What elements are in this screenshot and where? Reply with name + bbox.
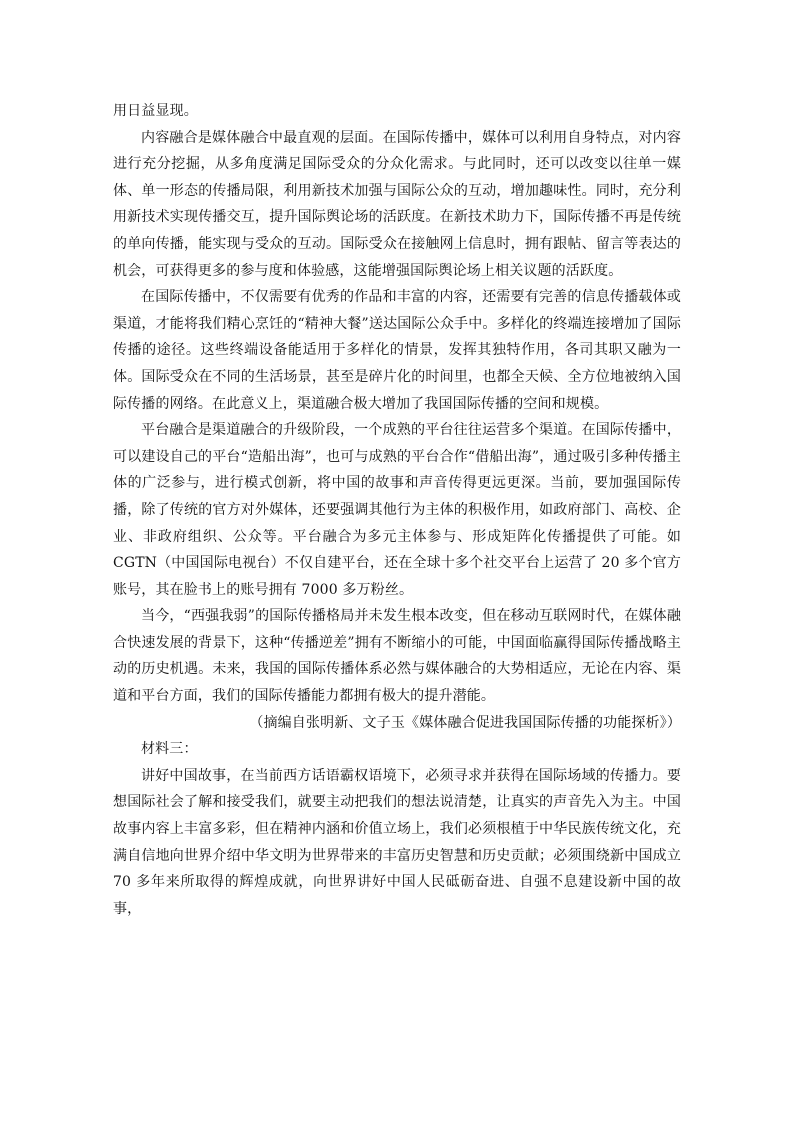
paragraph-content-fusion: 内容融合是媒体融合中最直观的层面。在国际传播中，媒体可以利用自身特点，对内容进行充分挖掘，从多角度满足国际受众的分众化需求。与此同时，还可以改变以往单一媒体、单一形态的传播局限，利用新技术加强与国际公众的互动，增加趣味性。同时，充分利用新技术实现传播交互，提升国际舆论场的活跃度。在新技术助力下，国际传播不再是传统的单向传播，能实现与受众的互动。国际受众在接触网上信息时，拥有跟帖、留言等表达的机会，可获得更多的参与度和体验感，这能增强国际舆论场上相关议题的活跃度。 xyxy=(113,129,681,279)
paragraph-continuation: 用日益显现。 xyxy=(113,103,198,119)
paragraph-channel-fusion: 在国际传播中，不仅需要有优秀的作品和丰富的内容，还需要有完善的信息传播载体或渠道，才能将我们精心烹饪的“精神大餐”送达国际公众手中。多样化的终端连接增加了国际传播的途径。这些终端设备能适用于多样化的情景，发挥其独特作用，各司其职又融为一体。国际受众在不同的生活场景，甚至是碎片化的时间里，也都全天候、全方位地被纳入国际传播的网络。在此意义上，渠道融合极大增加了我国国际传播的空间和规模。 xyxy=(113,289,681,412)
source-citation: （摘编自张明新、文子玉《媒体融合促进我国国际传播的功能探析》） xyxy=(249,714,681,731)
paragraph-conclusion: 当今，“西强我弱”的国际传播格局并未发生根本改变，但在移动互联网时代，在媒体融合快速发展的背景下，这种“传播逆差”拥有不断缩小的可能，中国面临赢得国际传播战略主动的历史机遇。未来，我国的国际传播体系必然与媒体融合的大势相适应，无论在内容、渠道和平台方面，我们的国际传播能力都拥有极大的提升潜能。 xyxy=(113,608,681,705)
paragraph-china-story: 讲好中国故事，在当前西方话语霸权语境下，必须寻求并获得在国际场域的传播力。要想国际社会了解和接受我们，就要主动把我们的想法说清楚，让真实的声音先入为主。中国故事内容上丰富多彩，但在精神内涵和价值立场上，我们必须根植于中华民族传统文化，充满自信地向世界介绍中华文明为世界带来的丰富历史智慧和历史贡献；必须围绕新中国成立 70 多年来所取得的辉煌成就，向世界讲好中国人民砥砺奋进、自强不息建设新中国的故事， xyxy=(113,767,681,917)
material-three-heading: 材料三： xyxy=(141,741,198,758)
document-body xyxy=(113,98,681,922)
paragraph-platform-fusion: 平台融合是渠道融合的升级阶段，一个成熟的平台往往运营多个渠道。在国际传播中，可以建设自己的平台“造船出海”，也可与成熟的平台合作“借船出海”，通过吸引多种传播主体的广泛参与，进行模式创新，将中国的故事和声音传得更远更深。当前，要加强国际传播，除了传统的官方对外媒体，还要强调其他行为主体的积极作用，如政府部门、高校、企业、非政府组织、公众等。平台融合为多元主体参与、形成矩阵化传播提供了可能。如 CGTN（中国国际电视台）不仅自建平台，还在全球十多个社交平台上运营了 20 多个官方账号，其在脸书上的账号拥有 7000 多万粉丝。 xyxy=(113,422,681,598)
